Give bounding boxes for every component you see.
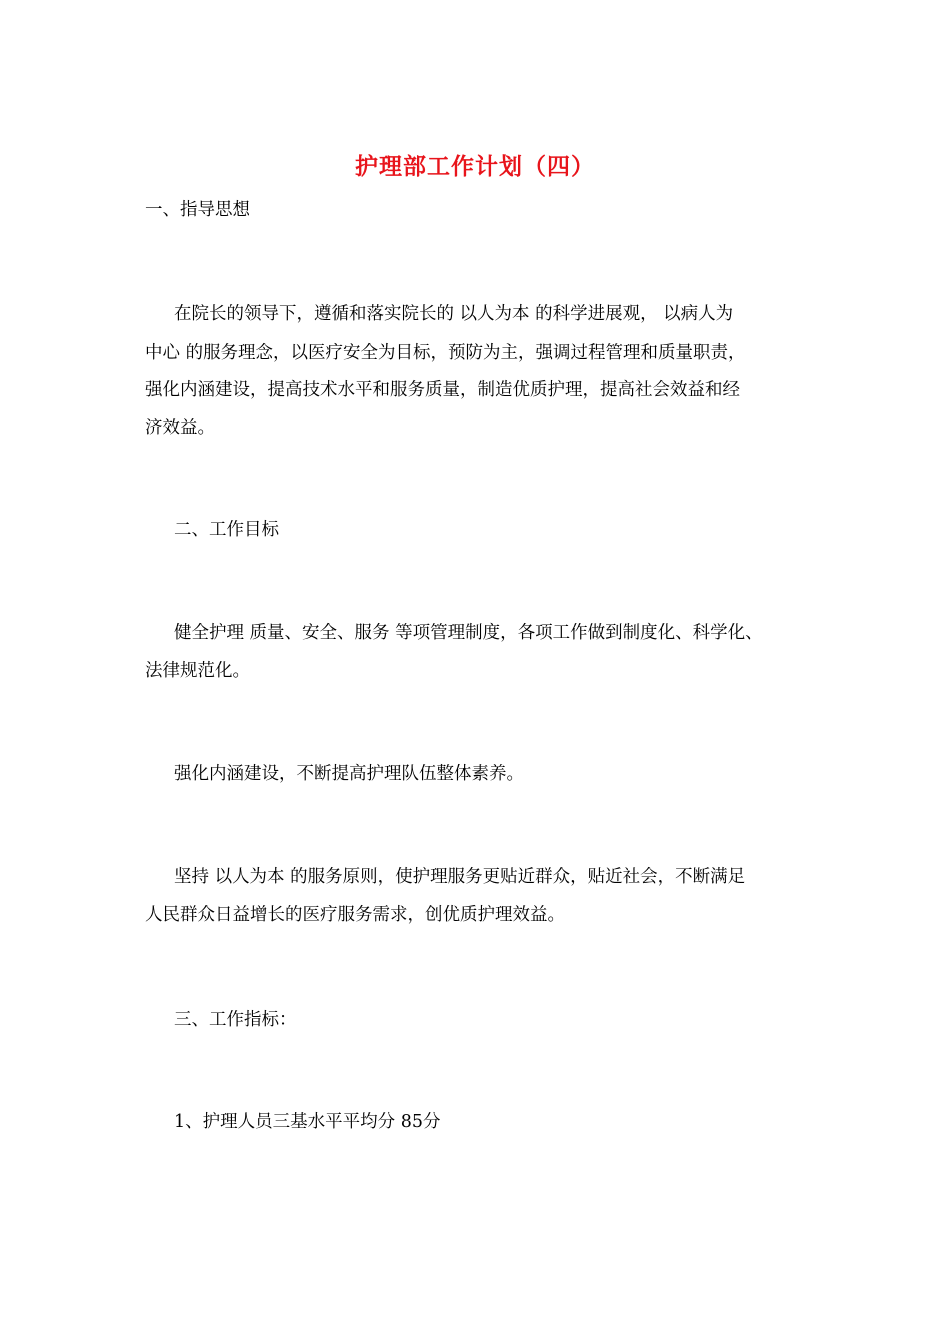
paragraph-line: 中心 的服务理念，以医疗安全为目标，预防为主，强调过程管理和质量职责， bbox=[145, 343, 746, 363]
paragraph-line: 强化内涵建设，不断提高护理队伍整体素养。 bbox=[174, 764, 524, 784]
paragraph-line: 强化内涵建设，提高技术水平和服务质量，制造优质护理，提高社会效益和经 bbox=[145, 380, 740, 400]
section-heading-guiding-thought: 一、指导思想 bbox=[145, 200, 250, 220]
list-item: 1、护理人员三基水平平均分 85分 bbox=[174, 1112, 441, 1132]
section-heading-work-goals: 二、工作目标 bbox=[174, 520, 279, 540]
paragraph-line: 人民群众日益增长的医疗服务需求，创优质护理效益。 bbox=[145, 905, 565, 925]
section-heading-work-indicators: 三、工作指标： bbox=[174, 1010, 297, 1030]
paragraph-line: 法律规范化。 bbox=[145, 661, 250, 681]
paragraph-line: 在院长的领导下，遵循和落实院长的 以人为本 的科学进展观， 以病人为 bbox=[174, 304, 734, 324]
paragraph-line: 健全护理 质量、安全、服务 等项管理制度，各项工作做到制度化、科学化、 bbox=[174, 623, 763, 643]
paragraph-line: 坚持 以人为本 的服务原则，使护理服务更贴近群众，贴近社会，不断满足 bbox=[174, 867, 746, 887]
paragraph-line: 济效益。 bbox=[145, 418, 215, 438]
document-title: 护理部工作计划（四） bbox=[355, 153, 595, 180]
